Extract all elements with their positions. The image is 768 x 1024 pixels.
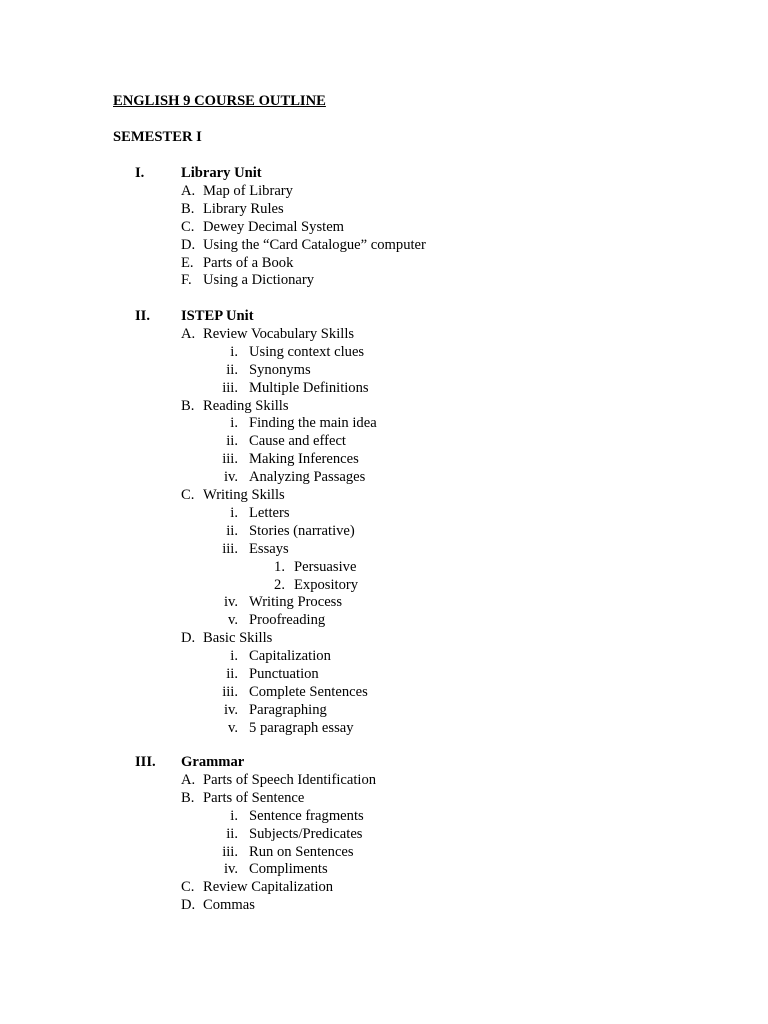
sub-item-text: Letters — [249, 504, 290, 521]
sub-item-label: i. — [230, 807, 238, 824]
sub-item-text: Analyzing Passages — [249, 469, 366, 486]
sub-item-text: Run on Sentences — [249, 843, 354, 860]
sub-item-label: ii. — [226, 433, 238, 450]
item-text: Dewey Decimal System — [203, 218, 345, 235]
item-text: Map of Library — [203, 182, 293, 199]
sub-item-label: i. — [230, 648, 238, 665]
item-text: Parts of Speech Identification — [203, 771, 377, 788]
sub-item-label: i. — [230, 415, 238, 432]
sub-item-label: iii. — [222, 379, 238, 396]
sub-item-label: ii. — [226, 522, 238, 539]
unit-title: Library Unit — [181, 165, 262, 181]
sub-item-label: v. — [228, 719, 238, 736]
item-label: A. — [181, 325, 196, 342]
item-label: E. — [181, 254, 194, 271]
numbered-item-text: Expository — [294, 576, 359, 593]
item-label: B. — [181, 200, 195, 217]
sub-item-text: Essays — [249, 540, 289, 557]
item-label: C. — [181, 218, 195, 235]
sub-item-label: iv. — [223, 861, 238, 878]
item-label: D. — [181, 897, 196, 914]
sub-item-text: Subjects/Predicates — [249, 825, 363, 842]
item-label: A. — [181, 771, 196, 788]
sub-item-label: iii. — [222, 451, 238, 468]
sub-item-text: Stories (narrative) — [249, 522, 355, 539]
sub-item-label: i. — [230, 343, 238, 360]
unit-title: Grammar — [181, 754, 245, 770]
sub-item-text: Writing Process — [249, 594, 343, 611]
unit-title: ISTEP Unit — [181, 308, 254, 324]
unit-numeral: I. — [135, 165, 145, 181]
sub-item-text: Synonyms — [249, 361, 311, 378]
sub-item-text: Multiple Definitions — [249, 379, 369, 396]
semester-heading: SEMESTER I — [113, 129, 202, 145]
numbered-item-label: 2. — [274, 576, 285, 593]
sub-item-text: Proofreading — [249, 612, 326, 629]
sub-item-label: ii. — [226, 666, 238, 682]
sub-item-text: Making Inferences — [249, 451, 359, 468]
sub-item-text: Cause and effect — [249, 433, 346, 450]
item-text: Using the “Card Catalogue” computer — [203, 236, 426, 253]
item-text: Writing Skills — [203, 487, 285, 503]
sub-item-text: Punctuation — [249, 666, 319, 682]
item-label: F. — [181, 272, 192, 289]
page-title: ENGLISH 9 COURSE OUTLINE — [113, 93, 326, 109]
sub-item-label: ii. — [226, 361, 238, 378]
sub-item-label: iii. — [222, 540, 238, 557]
sub-item-label: i. — [230, 504, 238, 521]
item-text: Parts of Sentence — [203, 789, 305, 806]
sub-item-text: Capitalization — [249, 648, 331, 665]
numbered-item-label: 1. — [274, 558, 285, 575]
item-label: D. — [181, 630, 196, 647]
item-label: D. — [181, 236, 196, 253]
sub-item-text: Finding the main idea — [249, 415, 377, 432]
sub-item-label: iv. — [223, 469, 238, 486]
item-text: Basic Skills — [203, 630, 273, 647]
item-text: Library Rules — [203, 200, 284, 217]
sub-item-label: iv. — [223, 701, 238, 718]
item-text: Commas — [203, 897, 255, 914]
item-label: B. — [181, 789, 195, 806]
sub-item-text: Using context clues — [249, 343, 365, 360]
item-text: Review Vocabulary Skills — [203, 325, 355, 342]
item-label: B. — [181, 397, 195, 414]
unit-numeral: II. — [135, 308, 151, 324]
sub-item-text: Compliments — [249, 861, 328, 878]
unit-numeral: III. — [135, 754, 156, 770]
sub-item-label: iii. — [222, 683, 238, 700]
sub-item-text: 5 paragraph essay — [249, 719, 354, 736]
sub-item-text: Complete Sentences — [249, 683, 368, 700]
sub-item-label: iv. — [223, 594, 238, 611]
item-text: Reading Skills — [203, 397, 289, 414]
item-text: Parts of a Book — [203, 254, 294, 271]
item-label: C. — [181, 879, 195, 896]
sub-item-label: ii. — [226, 825, 238, 842]
numbered-item-text: Persuasive — [294, 558, 357, 575]
item-label: C. — [181, 487, 195, 503]
item-label: A. — [181, 182, 196, 199]
item-text: Review Capitalization — [203, 879, 334, 896]
sub-item-label: iii. — [222, 843, 238, 860]
sub-item-text: Paragraphing — [249, 701, 327, 718]
item-text: Using a Dictionary — [203, 272, 315, 289]
sub-item-label: v. — [228, 612, 238, 629]
sub-item-text: Sentence fragments — [249, 807, 364, 824]
